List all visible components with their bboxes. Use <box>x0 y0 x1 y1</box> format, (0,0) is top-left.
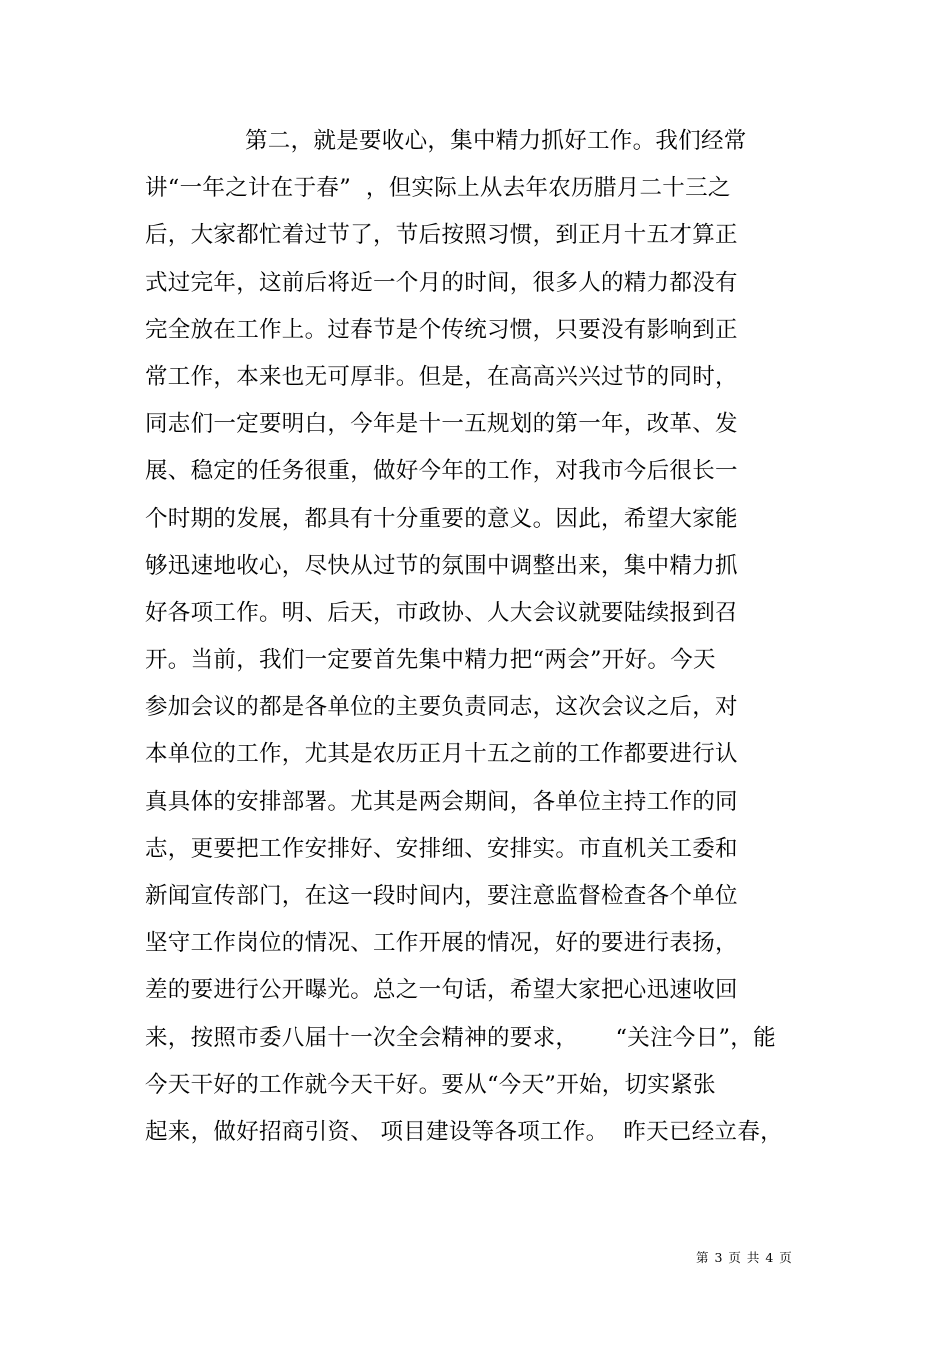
paragraph-line: 展、稳定的任务很重，做好今年的工作，对我市今后很长一 <box>145 458 738 485</box>
paragraph-line: 完全放在工作上。过春节是个传统习惯，只要没有影响到正 <box>145 316 738 343</box>
paragraph-line: 好各项工作。明、后天，市政协、人大会议就要陆续报到召 <box>145 599 738 626</box>
paragraph-line: 个时期的发展，都具有十分重要的意义。因此，希望大家能 <box>145 505 738 532</box>
paragraph-line: 讲“一年之计在于春” ，但实际上从去年农历腊月二十三之 <box>145 175 731 202</box>
paragraph-line: 第二，就是要收心，集中精力抓好工作。我们经常 <box>245 128 747 154</box>
paragraph-line: 来，按照市委八届十一次全会精神的要求， “关注今日”，能 <box>145 1024 776 1051</box>
body-text <box>145 118 825 1156</box>
paragraph-line: 差的要进行公开曝光。总之一句话，希望大家把心迅速收回 <box>145 977 738 1004</box>
paragraph-line: 参加会议的都是各单位的主要负责同志，这次会议之后，对 <box>145 694 738 721</box>
paragraph-line: 同志们一定要明白，今年是十一五规划的第一年，改革、发 <box>145 411 738 438</box>
paragraph-line: 新闻宣传部门，在这一段时间内，要注意监督检查各个单位 <box>145 883 738 909</box>
paragraph-line: 坚守工作岗位的情况、工作开展的情况，好的要进行表扬， <box>145 930 738 957</box>
paragraph-line: 够迅速地收心，尽快从过节的氛围中调整出来，集中精力抓 <box>145 552 738 579</box>
paragraph-line: 后，大家都忙着过节了，节后按照习惯，到正月十五才算正 <box>145 222 738 249</box>
page-number-footer: 第 3 页 共 4 页 <box>696 1250 793 1265</box>
paragraph-line: 式过完年，这前后将近一个月的时间，很多人的精力都没有 <box>145 269 738 296</box>
paragraph-line: 志，更要把工作安排好、安排细、安排实。市直机关工委和 <box>145 835 738 862</box>
paragraph-line: 本单位的工作，尤其是农历正月十五之前的工作都要进行认 <box>145 741 738 768</box>
paragraph-line: 真具体的安排部署。尤其是两会期间，各单位主持工作的同 <box>145 788 738 815</box>
paragraph-line: 今天干好的工作就今天干好。要从“今天”开始，切实紧张 <box>145 1071 716 1098</box>
paragraph-line: 开。当前，我们一定要首先集中精力把“两会”开好。今天 <box>145 647 716 674</box>
paragraph-line: 起来，做好招商引资、 项目建设等各项工作。 昨天已经立春， <box>145 1118 783 1145</box>
paragraph-line: 常工作，本来也无可厚非。但是，在高高兴兴过节的同时， <box>145 363 738 390</box>
